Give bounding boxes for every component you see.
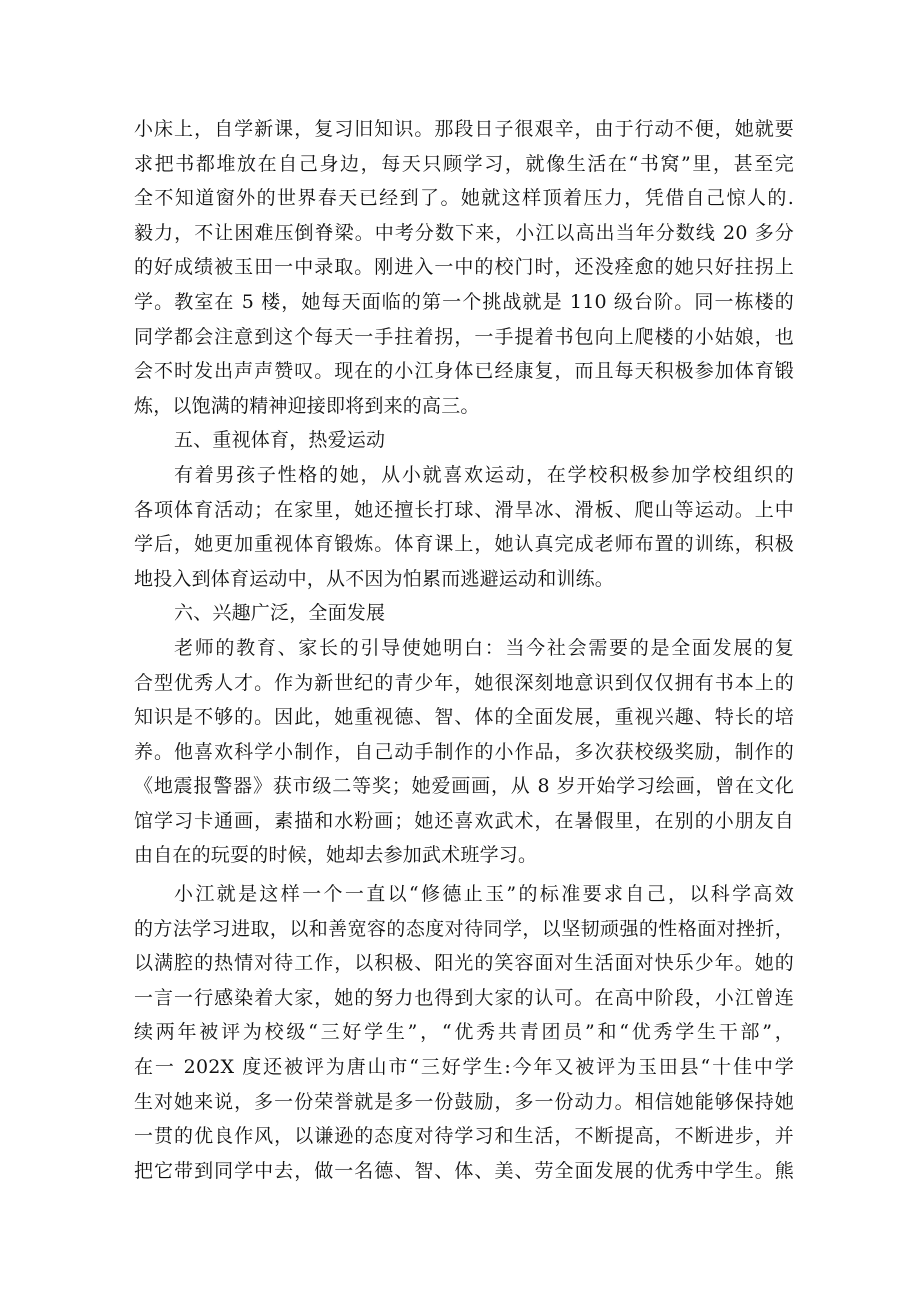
- text-line: 学后，她更加重视体育锻炼。体育课上，她认真完成老师布置的训练，积极: [134, 533, 794, 556]
- text-line: 知识是不够的。因此，她重视德、智、体的全面发展，重视兴趣、特长的培: [134, 706, 794, 729]
- paragraph-recovery-story: [134, 112, 794, 423]
- text-line: 老师的教育、家长的引导使她明白：当今社会需要的是全面发展的复: [174, 636, 794, 659]
- text-line: 养。他喜欢科学小制作，自己动手制作的小作品，多次获校级奖励，制作的: [134, 740, 794, 763]
- text-line: 全不知道窗外的世界春天已经到了。她就这样顶着压力，凭借自己惊人的.: [134, 187, 794, 210]
- text-line: 《地震报警器》获市级二等奖；她爱画画，从 8 岁开始学习绘画，曾在文化: [134, 775, 794, 798]
- text-line: 学。教室在 5 楼，她每天面临的第一个挑战就是 110 级台阶。同一栋楼的: [134, 290, 794, 313]
- text-line: 合型优秀人才。作为新世纪的青少年，她很深刻地意识到仅仅拥有书本上的: [134, 671, 794, 694]
- paragraph-sports: [134, 458, 794, 596]
- section-heading-5: 五、重视体育，热爱运动: [174, 429, 386, 452]
- text-line: 毅力，不让困难压倒脊梁。中考分数下来，小江以高出当年分数线 20 多分: [134, 221, 794, 244]
- text-line: 地投入到体育运动中，从不因为怕累而逃避运动和训练。: [134, 567, 615, 590]
- text-line: 求把书都堆放在自己身边，每天只顾学习，就像生活在“书窝”里，甚至完: [134, 152, 794, 175]
- section-heading-6: 六、兴趣广泛，全面发展: [174, 602, 386, 625]
- text-line: 把它带到同学中去，做一名德、智、体、美、劳全面发展的优秀中学生。熊: [134, 1159, 794, 1182]
- document-body: [134, 112, 794, 1188]
- text-line: 会不时发出声声赞叹。现在的小江身体已经康复，而且每天积极参加体育锻: [134, 360, 794, 383]
- text-line: 续两年被评为校级“三好学生”，“优秀共青团员”和“优秀学生干部”，: [134, 1021, 794, 1044]
- text-line: 小床上，自学新课，复习旧知识。那段日子很艰辛，由于行动不便，她就要: [134, 118, 794, 140]
- text-line: 馆学习卡通画，素描和水粉画；她还喜欢武术，在暑假里，在别的小朋友自: [134, 809, 794, 832]
- text-line: 由自在的玩耍的时候，她却去参加武术班学习。: [134, 844, 538, 867]
- text-line: 炼，以饱满的精神迎接即将到来的高三。: [134, 394, 480, 417]
- text-line: 一言一行感染着大家，她的努力也得到大家的认可。在高中阶段，小江曾连: [134, 986, 794, 1009]
- text-line: 在一 202X 度还被评为唐山市“三好学生:今年又被评为玉田县“十佳中学: [134, 1056, 794, 1079]
- text-line: 生对她来说，多一份荣誉就是多一份鼓励，多一份动力。相信她能够保持她: [134, 1090, 794, 1113]
- paragraph-interests: [134, 631, 794, 873]
- paragraph-summary: [134, 877, 794, 1188]
- text-line: 一贯的优良作风，以谦逊的态度对待学习和生活，不断提高，不断进步，并: [134, 1125, 794, 1148]
- text-line: 同学都会注意到这个每天一手拄着拐，一手提着书包向上爬楼的小姑娘，也: [134, 325, 794, 348]
- text-line: 的方法学习进取，以和善宽容的态度对待同学，以坚韧顽强的性格面对挫折，: [134, 917, 794, 940]
- text-line: 有着男孩子性格的她，从小就喜欢运动，在学校积极参加学校组织的: [174, 463, 794, 486]
- text-line: 各项体育活动；在家里，她还擅长打球、滑旱冰、滑板、爬山等运动。上中: [134, 498, 794, 521]
- text-line: 小江就是这样一个一直以“修德止玉”的标准要求自己，以科学高效: [174, 883, 794, 906]
- text-line: 以满腔的热情对待工作，以积极、阳光的笑容面对生活面对快乐少年。她的: [134, 952, 794, 975]
- text-line: 的好成绩被玉田一中录取。刚进入一中的校门时，还没痊愈的她只好拄拐上: [134, 256, 794, 279]
